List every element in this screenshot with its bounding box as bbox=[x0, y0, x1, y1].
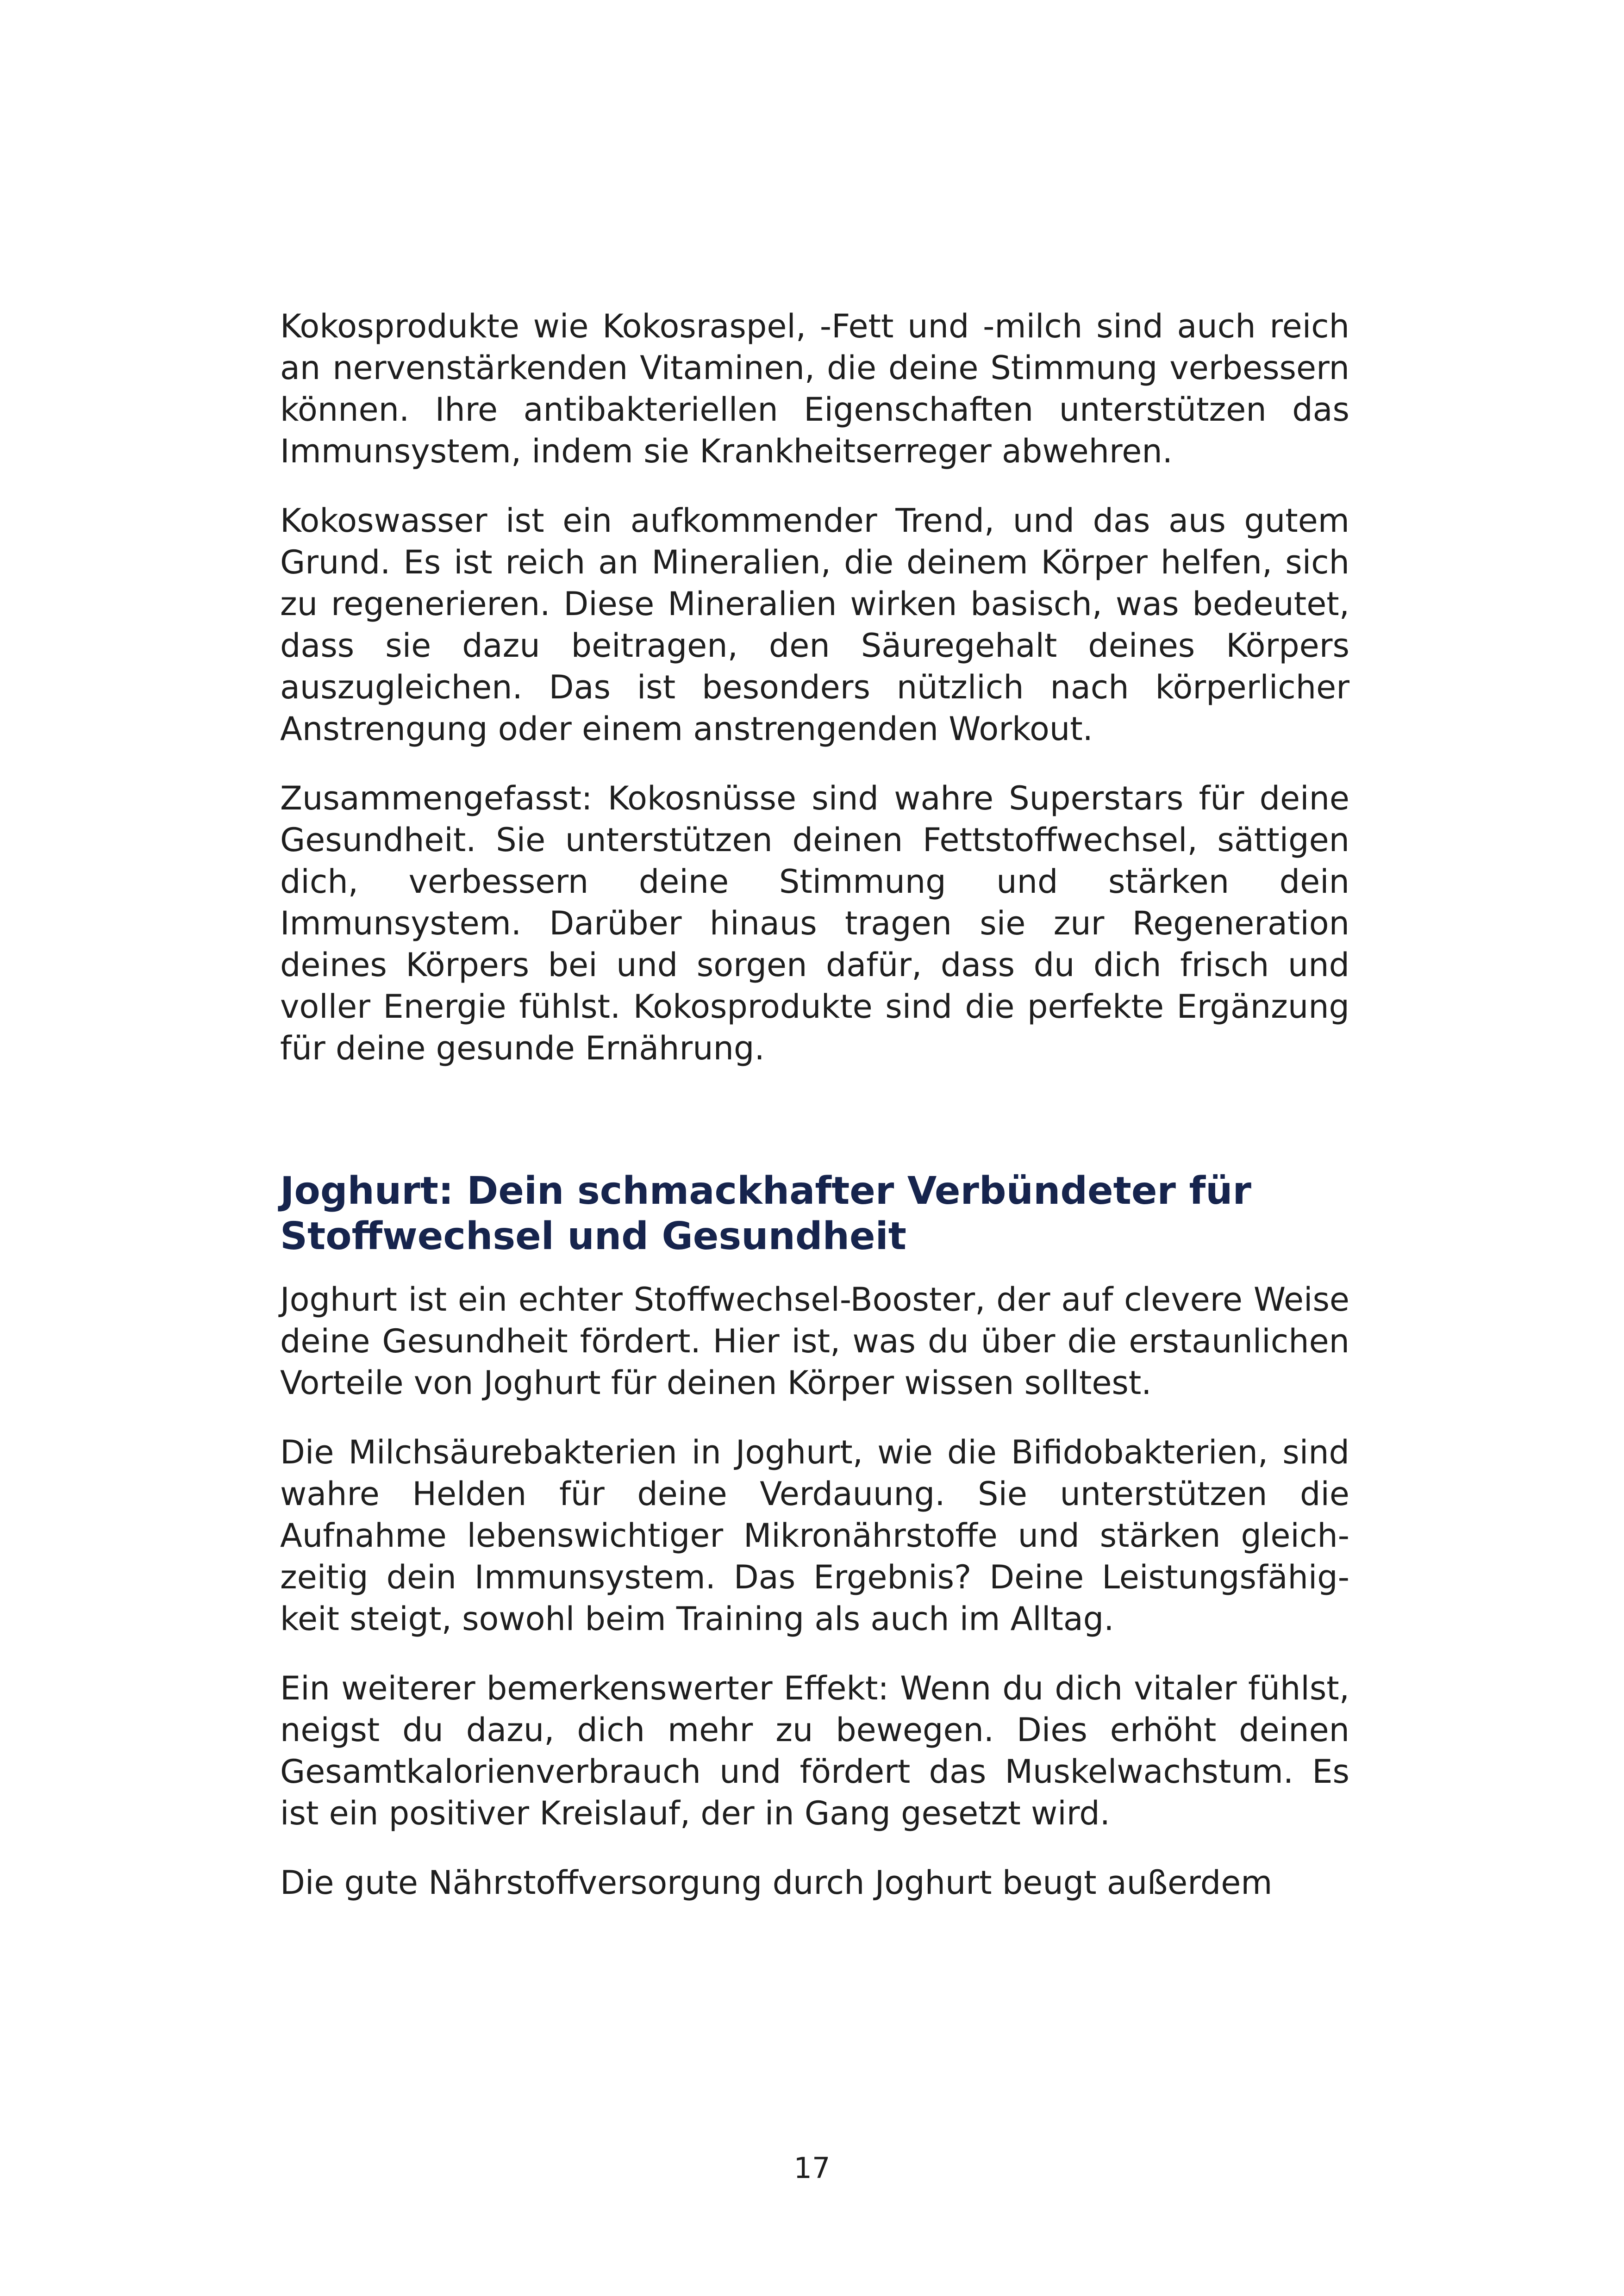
paragraph-yogurt-bacteria: Die Milchsäurebakterien in Joghurt, wie die Bifidobakterien, sind wahre Helden für deine Verdauung. Sie unterstützen die Aufnahme lebenswichtiger Mikronährstoffe und stärken gleichzeitig dein Immunsystem. Das Ergebnis? Deine Leistungsfähigkeit steigt, sowohl beim Training als auch im Alltag. bbox=[280, 1433, 1349, 1638]
section-heading-line-2: Stoffwechsel und Gesundheit bbox=[280, 1214, 906, 1258]
section-heading-line-1: Joghurt: Dein schmackhafter Verbündeter für bbox=[280, 1169, 1251, 1213]
page-number: 17 bbox=[793, 2151, 831, 2185]
paragraph-coconut-summary: Zusammengefasst: Kokosnüsse sind wahre Superstars für deine Gesundheit. Sie unterstützen deinen Fettstoffwechsel, sättigen dich, verbessern deine Stimmung und stärken dein Immunsystem. Darüber hinaus tragen sie zur Regeneration deines Körpers bei und sorgen dafür, dass du dich frisch und voller Energie fühlst. Kokosprodukte sind die perfekte Ergänzung für deine gesunde Ernährung. bbox=[280, 779, 1349, 1067]
page-content bbox=[280, 305, 1349, 1904]
paragraph-yogurt-nutrients: Die gute Nährstoffversorgung durch Joghurt beugt außerdem bbox=[280, 1864, 1273, 1902]
paragraph-yogurt-effect: Ein weiterer bemerkenswerter Effekt: Wenn du dich vitaler fühlst, neigst du dazu, dich mehr zu bewegen. Dies erhöht deinen Gesamtkalorienverbrauch und fördert das Muskelwachstum. Es ist ein positiver Kreislauf, der in Gang gesetzt wird. bbox=[280, 1669, 1349, 1832]
paragraph-coconut-products: Kokosprodukte wie Kokosraspel, -Fett und -milch sind auch reich an nervenstärkenden Vitaminen, die deine Stimmung verbessern können. Ihre antibakteriellen Eigenschaften unterstützen das Immunsystem, indem sie Krankheitserreger abwehren. bbox=[280, 307, 1349, 470]
section-heading-yogurt bbox=[280, 1169, 1349, 1259]
paragraph-yogurt-intro: Joghurt ist ein echter Stoffwechsel-Booster, der auf clevere Weise deine Gesundheit fördert. Hier ist, was du über die erstaunlichen Vorteile von Joghurt für deinen Körper wissen solltest. bbox=[280, 1281, 1349, 1402]
paragraph-coconut-water: Kokoswasser ist ein aufkommender Trend, und das aus gutem Grund. Es ist reich an Mineralien, die deinem Körper helfen, sich zu regenerieren. Diese Mineralien wirken basisch, was bedeutet, dass sie dazu beitragen, den Säuregehalt deines Körpers auszugleichen. Das ist besonders nützlich nach körperlicher Anstrengung oder einem anstrengenden Workout. bbox=[280, 502, 1349, 748]
